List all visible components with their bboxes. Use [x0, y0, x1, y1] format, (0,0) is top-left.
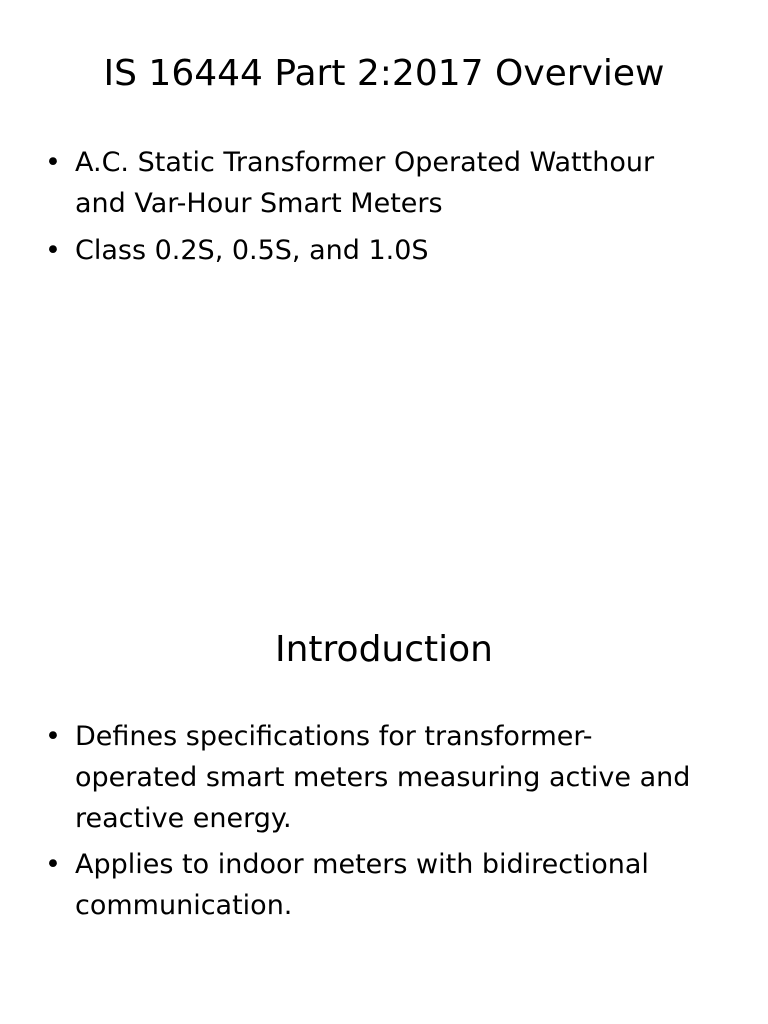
- bullet-list: [0, 716, 768, 931]
- bullet-item: [0, 844, 768, 926]
- bullet-list: [0, 142, 768, 277]
- bullet-text: Applies to indoor meters with bidirectional communication.: [75, 849, 649, 921]
- bullet-icon: •: [45, 849, 61, 880]
- bullet-text: A.C. Static Transformer Operated Watthour and Var-Hour Smart Meters: [75, 147, 655, 219]
- bullet-icon: •: [45, 235, 61, 266]
- bullet-item: [0, 716, 768, 839]
- slide-title: IS 16444 Part 2:2017 Overview: [103, 53, 665, 94]
- slide-introduction: [0, 512, 768, 1024]
- bullet-item: [0, 142, 768, 224]
- bullet-item: [0, 230, 768, 271]
- bullet-text: Defines specifications for transformer-operated smart meters measuring active and reactive energy.: [75, 721, 691, 834]
- bullet-text: Class 0.2S, 0.5S, and 1.0S: [75, 235, 429, 266]
- bullet-icon: •: [45, 147, 61, 178]
- bullet-icon: •: [45, 721, 61, 752]
- slide-title: Introduction: [274, 629, 493, 670]
